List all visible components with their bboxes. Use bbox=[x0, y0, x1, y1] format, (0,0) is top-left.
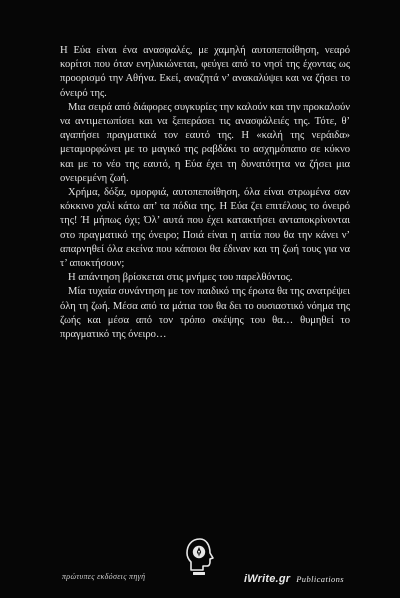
publisher-footer bbox=[0, 536, 400, 586]
blurb-paragraph-2: Μια σειρά από διάφορες συγκυρίες την καλούν και την προκαλούν να αντιμετωπίσει και να ξεπεράσει τις ανασφάλειές της. Τότε, θ’ αγαπήσει πραγματικά τον εαυτό της. Η «καλή της νεράιδα» μεταμορφώνει με το μαγικό της ραβδάκι το ασχημόπαπο σε κύκνο και με το νέο της εαυτό, η Εύα έχει τη δυνατότητα να ζήσει μια ονειρεμένη ζωή. bbox=[60, 101, 350, 184]
brand-imprint: Publications bbox=[296, 574, 344, 584]
publisher-brand bbox=[244, 569, 344, 587]
blurb-paragraph-1: Η Εύα είναι ένα ανασφαλές, με χαμηλή αυτοπεποίθηση, νεαρό κορίτσι που όταν ενηλικιώνεται, φεύγει από το νησί της έχοντας ως προορισμό την Αθήνα. Εκεί, αναζητά ν’ ανακαλύψει και να ζήσει το όνειρό της. bbox=[60, 45, 350, 99]
head-with-pen-icon bbox=[183, 536, 217, 578]
blurb-paragraph-5: Μία τυχαία συνάντηση με τον παιδικό της έρωτα θα της ανατρέψει όλη τη ζωή. Μέσα από τα μάτια του θα δει το ουσιαστικό νόημα της ζωής και μέσα από τον τρόπο σκέψης του θα… θυμηθεί το πραγματικό της όνειρο… bbox=[60, 286, 350, 341]
publisher-series-text: πρώτυπες εκδόσεις πηγή bbox=[62, 572, 146, 581]
blurb-paragraph-3: Χρήμα, δόξα, ομορφιά, αυτοπεποίθηση, όλα είναι στρωμένα σαν κόκκινο χαλί κάτω απ’ τα πόδια της. Η Εύα ζει επιτέλους το όνειρό της! Ή μήπως όχι; Όλ’ αυτά που έχει κατακτήσει ανταποκρίνονται στο πραγματικό της όνειρο; Ποιά είναι η αιτία που θα την κάνει ν’ απαρνηθεί όλα εκείνα που κάποιοι θα έδιναν και τη ζωή τους για να τ’ αποκτήσουν; bbox=[60, 187, 350, 270]
brand-name: iWrite.gr bbox=[244, 573, 291, 585]
blurb-text bbox=[60, 44, 350, 342]
blurb-paragraph-4: Η απάντηση βρίσκεται στις μνήμες του παρελθόντος. bbox=[68, 272, 293, 284]
